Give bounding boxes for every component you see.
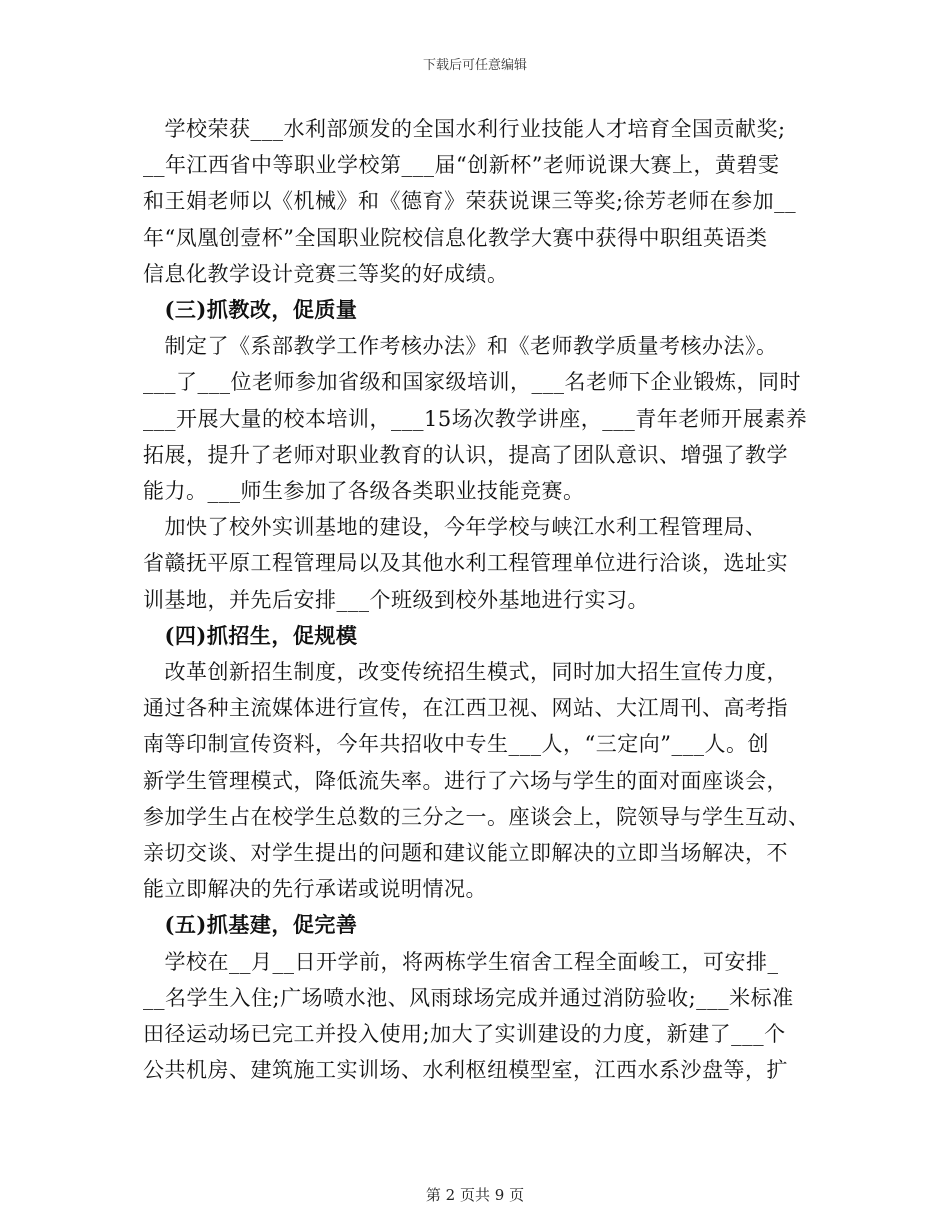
paragraph-line: __年江西省中等职业学校第___届“创新杯”老师说课大赛上，黄碧雯	[143, 153, 780, 177]
paragraph-line: ___开展大量的校本培训，___15场次教学讲座，___青年老师开展素养	[143, 407, 808, 431]
paragraph-line: 田径运动场已完工并投入使用;加大了实训建设的力度，新建了___个	[143, 1022, 786, 1046]
paragraph-line: 南等印制宣传资料，今年共招收中专生___人，“三定向”___人。创	[143, 732, 769, 756]
paragraph-line: __名学生入住;广场喷水池、风雨球场完成并通过消防验收;___米标准	[143, 986, 794, 1010]
paragraph-line: 训基地，并先后安排___个班级到校外基地进行实习。	[143, 588, 649, 612]
paragraph-line: 省赣抚平原工程管理局以及其他水利工程管理单位进行洽谈，选址实	[143, 551, 788, 575]
paragraph-line: 新学生管理模式，降低流失率。进行了六场与学生的面对面座谈会，	[143, 769, 788, 793]
paragraph-line: 制定了《系部教学工作考核办法》和《老师教学质量考核办法》。	[143, 334, 778, 358]
page-footer: 第 2 页共 9 页	[425, 1186, 525, 1204]
paragraph-line: 信息化教学设计竞赛三等奖的好成绩。	[143, 262, 509, 286]
paragraph-line: 能立即解决的先行承诺或说明情况。	[143, 877, 487, 901]
section-heading: (四)抓招生，促规模	[143, 623, 358, 648]
paragraph-line: 学校在__月__日开学前，将两栋学生宿舍工程全面峻工，可安排_	[143, 950, 779, 974]
paragraph-line: 年“凤凰创壹杯”全国职业院校信息化教学大赛中获得中职组英语类	[143, 226, 768, 250]
paragraph-line: 能力。___师生参加了各级各类职业技能竞赛。	[143, 479, 585, 503]
section-heading: (五)抓基建，促完善	[143, 912, 358, 937]
paragraph-line: ___了___位老师参加省级和国家级培训，___名老师下企业锻炼，同时	[143, 370, 801, 394]
paragraph-line: 学校荣获___水利部颁发的全国水利行业技能人才培育全国贡献奖;	[143, 117, 786, 141]
paragraph-line: 通过各种主流媒体进行宣传，在江西卫视、网站、大江周刊、高考指	[143, 696, 788, 720]
section-heading: (三)抓教改，促质量	[143, 297, 358, 322]
paragraph-line: 拓展，提升了老师对职业教育的认识，提高了团队意识、增强了教学	[143, 443, 788, 467]
paragraph-line: 改革创新招生制度，改变传统招生模式，同时加大招生宣传力度，	[143, 660, 788, 684]
paragraph-line: 公共机房、建筑施工实训场、水利枢纽模型室，江西水系沙盘等，扩	[143, 1058, 788, 1082]
paragraph-line: 和王娟老师以《机械》和《德育》荣获说课三等奖;徐芳老师在参加__	[143, 189, 797, 213]
paragraph-line: 参加学生占在校学生总数的三分之一。座谈会上，院领导与学生互动、	[143, 805, 810, 829]
paragraph-line: 加快了校外实训基地的建设，今年学校与峡江水利工程管理局、	[143, 515, 767, 539]
paragraph-line: 亲切交谈、对学生提出的问题和建议能立即解决的立即当场解决，不	[143, 841, 788, 865]
page-header: 下载后可任意编辑	[422, 58, 527, 73]
